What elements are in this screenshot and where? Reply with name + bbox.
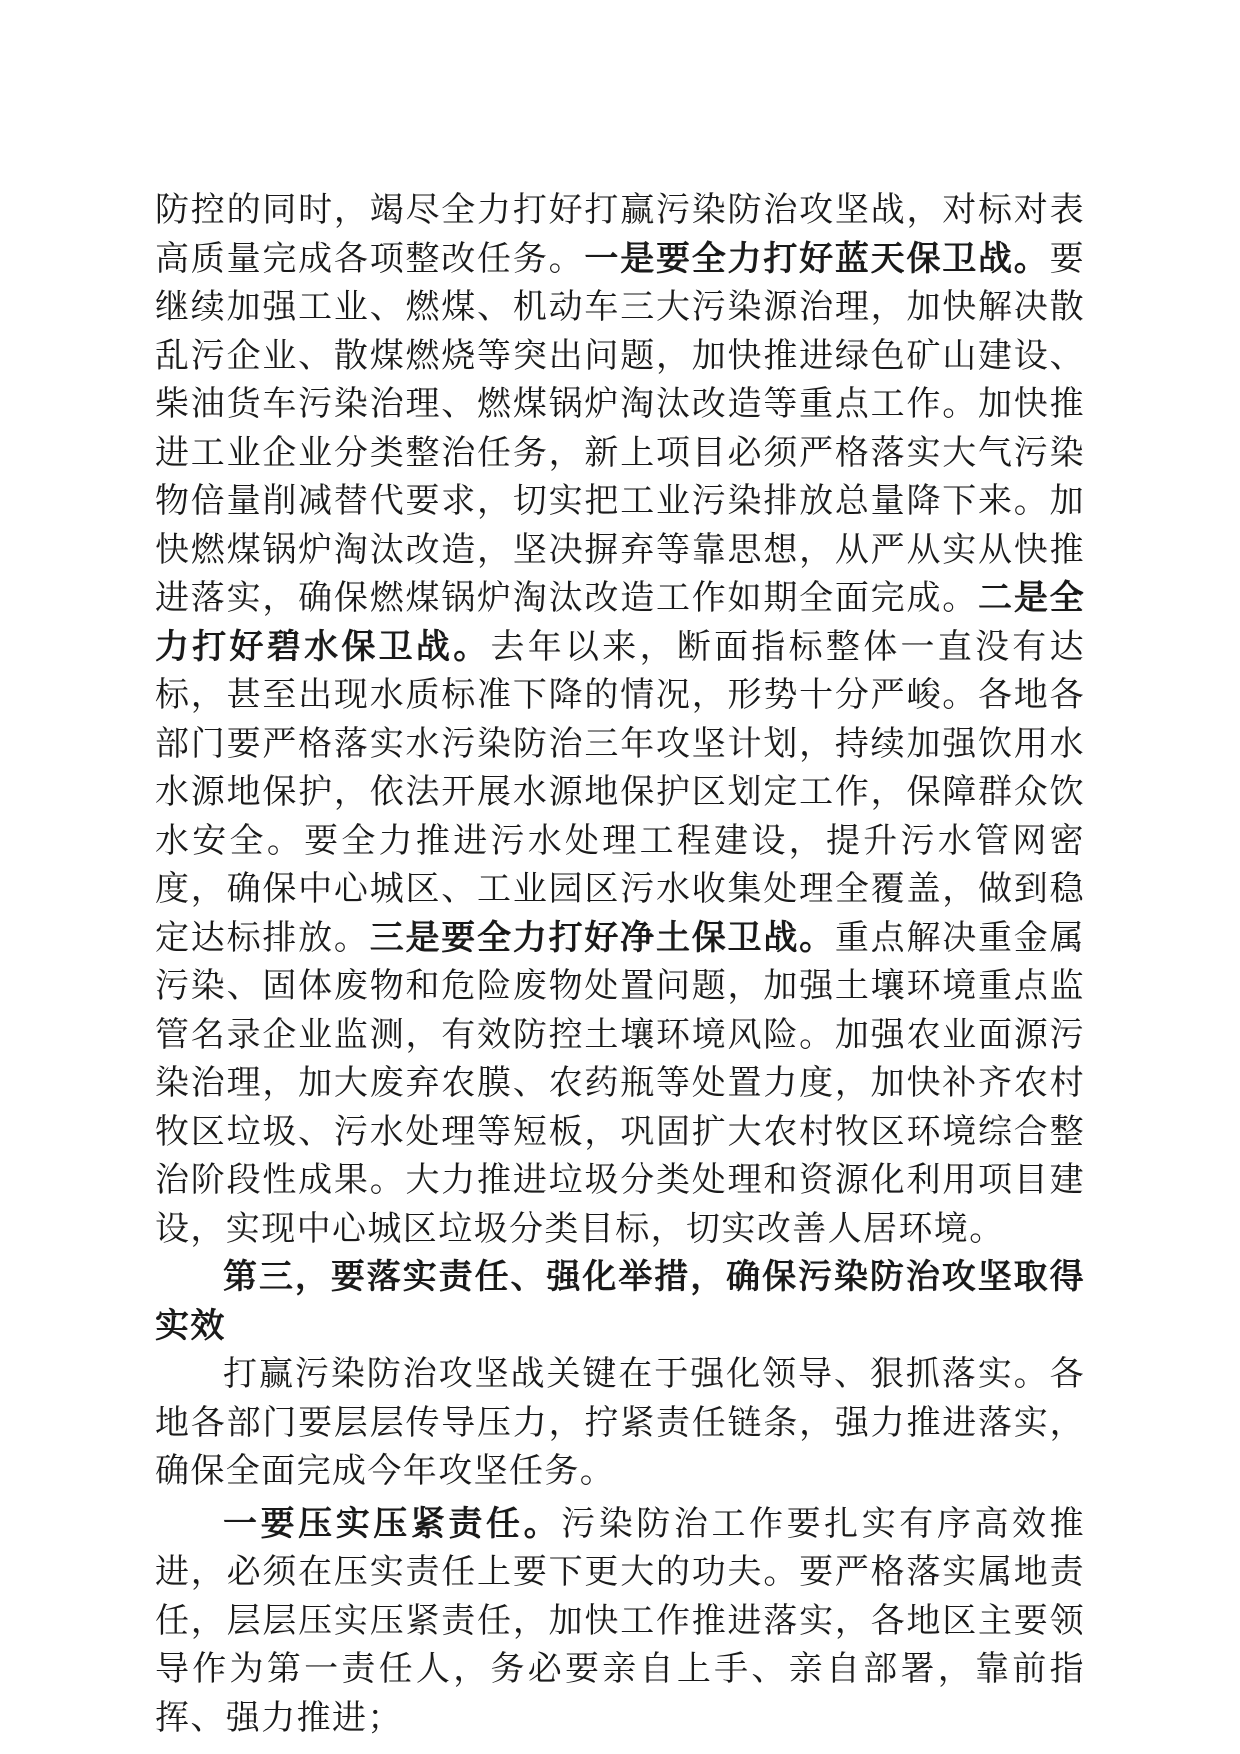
paragraph-intro-text: 防控的同时，竭尽全力打好打赢污染防治攻坚战，对标对表高质量完成各项整改任务。 <box>155 190 1085 279</box>
paragraph-clear-water-text: 去年以来，断面指标整体一直没有达标，甚至出现水质标准下降的情况，形势十分严峻。各地各部门要严格落实水污染防治三年攻坚计划，持续加强饮用水水源地保护，依法开展水源地保护区划定工作，保障群众饮水安全。要全力推进污水处理工程建设，提升污水管网密度，确保中心城区、工业园区污水收集处理全覆盖，做到稳定达标排放。 <box>155 626 1085 958</box>
bold-point-press-responsibility: 一要压实压紧责任。 <box>223 1503 562 1544</box>
section-heading: 第三，要落实责任、强化举措，确保污染防治攻坚取得实效 <box>155 1257 1085 1346</box>
bold-point-blue-sky: 一是要全力打好蓝天保卫战。 <box>584 238 1050 279</box>
document-page <box>155 186 1085 1742</box>
paragraph-press-responsibility <box>155 1500 1085 1743</box>
paragraph-clean-soil-text: 重点解决重金属污染、固体废物和危险废物处置问题，加强土壤环境重点监管名录企业监测，有效防控土壤环境风险。加强农业面源污染治理，加大废弃农膜、农药瓶等处置力度，加快补齐农村牧区垃圾、污水处理等短板，巩固扩大农村牧区环境综合整治阶段性成果。大力推进垃圾分类处理和资源化利用项目建设，实现中心城区垃圾分类目标，切实改善人居环境。 <box>155 917 1085 1249</box>
paragraph-blue-sky-text: 要继续加强工业、燃煤、机动车三大污染源治理，加快解决散乱污企业、散煤燃烧等突出问题，加快推进绿色矿山建设、柴油货车污染治理、燃煤锅炉淘汰改造等重点工作。加快推进工业企业分类整治任务，新上项目必须严格落实大气污染物倍量削减替代要求，切实把工业污染排放总量降下来。加快燃煤锅炉淘汰改造，坚决摒弃等靠思想，从严从实从快推进落实，确保燃煤锅炉淘汰改造工作如期全面完成。 <box>155 238 1085 618</box>
bold-point-clean-soil: 三是要全力打好净土保卫战。 <box>369 917 835 958</box>
bold-point-clear-water: 二是全力打好碧水保卫战。 <box>155 578 1085 667</box>
paragraph-responsibility-intro: 打赢污染防治攻坚战关键在于强化领导、狠抓落实。各地各部门要层层传导压力，拧紧责任链条，强力推进落实，确保全面完成今年攻坚任务。 <box>155 1354 1085 1491</box>
paragraph-air-water-soil <box>155 186 1085 1253</box>
paragraph-press-responsibility-text: 污染防治工作要扎实有序高效推进，必须在压实责任上要下更大的功夫。要严格落实属地责任，层层压实压紧责任，加快工作推进落实，各地区主要领导作为第一责任人，务必要亲自上手、亲自部署，靠前指挥、强力推进； <box>155 1503 1085 1738</box>
